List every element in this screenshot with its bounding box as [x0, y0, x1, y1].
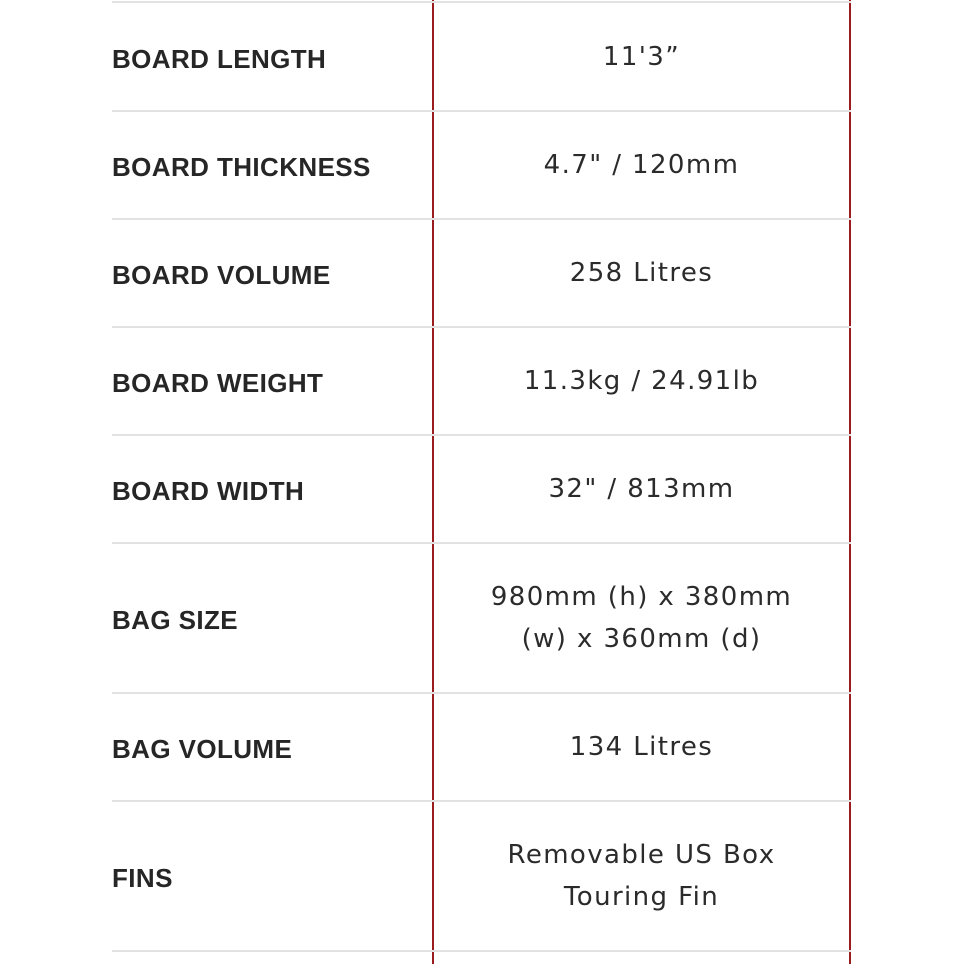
spec-label: BOARD THICKNESS	[112, 151, 371, 182]
spec-value: 134 Litres	[569, 732, 714, 762]
spec-row-board-thickness	[112, 111, 851, 219]
spec-row-fins	[112, 801, 851, 951]
row-separator	[112, 950, 851, 952]
spec-label: BOARD LENGTH	[112, 43, 327, 74]
spec-row-board-weight	[112, 327, 851, 435]
spec-row-board-length	[112, 3, 851, 111]
spec-row-board-width	[112, 435, 851, 543]
spec-row-board-volume	[112, 219, 851, 327]
spec-value: Removable US Box Touring Fin	[507, 840, 776, 912]
spec-label: BOARD WIDTH	[112, 475, 305, 506]
spec-label: BAG SIZE	[112, 604, 238, 635]
spec-value: 11'3”	[602, 42, 681, 72]
spec-row-bag-volume	[112, 693, 851, 801]
spec-value: 32" / 813mm	[548, 474, 735, 504]
spec-label: BAG VOLUME	[112, 733, 293, 764]
spec-row-bag-size	[112, 543, 851, 693]
spec-label: FINS	[112, 862, 173, 893]
spec-label: BOARD WEIGHT	[112, 367, 324, 398]
spec-value: 258 Litres	[569, 258, 714, 288]
spec-value: 4.7" / 120mm	[543, 150, 740, 180]
spec-value: 980mm (h) x 380mm (w) x 360mm (d)	[490, 582, 793, 654]
spec-label: BOARD VOLUME	[112, 259, 331, 290]
spec-value: 11.3kg / 24.91lb	[523, 366, 760, 396]
